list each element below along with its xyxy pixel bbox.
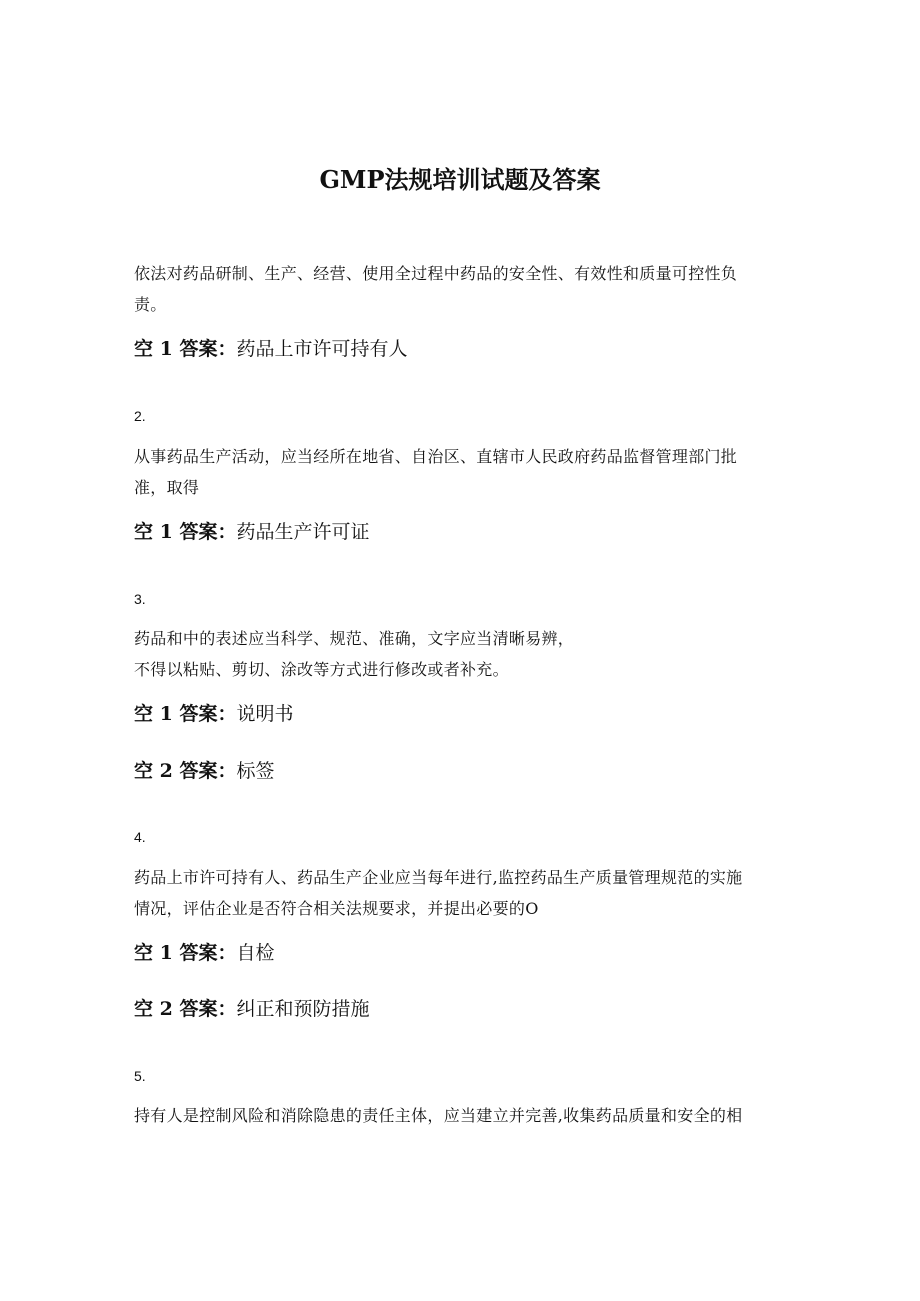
answer-value: 药品上市许可持有人 — [236, 338, 408, 360]
question-1-text — [134, 258, 784, 320]
answer-label: 空 1 答案： — [134, 521, 237, 543]
question-5-line-1: 持有人是控制风险和消除隐患的责任主体，应当建立并完善,收集药品质量和安全的相 — [134, 1106, 743, 1125]
answer-label: 空 1 答案： — [134, 942, 237, 964]
answer-label: 空 2 答案： — [134, 760, 237, 782]
question-4-answer-2 — [134, 996, 784, 1022]
question-2-text — [134, 441, 784, 503]
answer-label: 空 1 答案： — [134, 703, 237, 725]
question-4-line-2: 情况，评估企业是否符合相关法规要求，并提出必要的O — [134, 899, 539, 918]
question-3-text — [134, 623, 784, 685]
answer-value: 药品生产许可证 — [236, 521, 370, 543]
answer-value: 说明书 — [236, 703, 294, 725]
question-1-line-2: 责。 — [134, 295, 167, 314]
question-4-number: 4. — [134, 829, 146, 845]
answer-value: 纠正和预防措施 — [236, 998, 370, 1020]
question-1-line-1: 依法对药品研制、生产、经营、使用全过程中药品的安全性、有效性和质量可控性负 — [134, 264, 738, 283]
question-3-answer-2 — [134, 758, 784, 784]
question-2-number: 2. — [134, 408, 146, 424]
question-1-answer-1 — [134, 336, 784, 362]
answer-value: 自检 — [236, 942, 275, 964]
question-2-line-2: 准，取得 — [134, 478, 200, 497]
question-3-line-2: 不得以粘贴、剪切、涂改等方式进行修改或者补充。 — [134, 660, 509, 679]
answer-value: 标签 — [236, 760, 275, 782]
answer-label: 空 2 答案： — [134, 998, 237, 1020]
question-4-text — [134, 862, 784, 924]
question-5-text — [134, 1100, 784, 1131]
question-5-number: 5. — [134, 1068, 146, 1084]
question-3-answer-1 — [134, 701, 784, 727]
question-2-answer-1 — [134, 519, 784, 545]
question-3-number: 3. — [134, 591, 146, 607]
document-title: GMP法规培训试题及答案 — [319, 165, 601, 194]
question-4-answer-1 — [134, 940, 784, 966]
answer-label: 空 1 答案： — [134, 338, 237, 360]
question-4-line-1: 药品上市许可持有人、药品生产企业应当每年进行,监控药品生产质量管理规范的实施 — [134, 868, 743, 887]
question-3-line-1: 药品和中的表述应当科学、规范、准确，文字应当清晰易辨， — [134, 629, 575, 648]
question-2-line-1: 从事药品生产活动，应当经所在地省、自治区、直辖市人民政府药品监督管理部门批 — [134, 447, 738, 466]
